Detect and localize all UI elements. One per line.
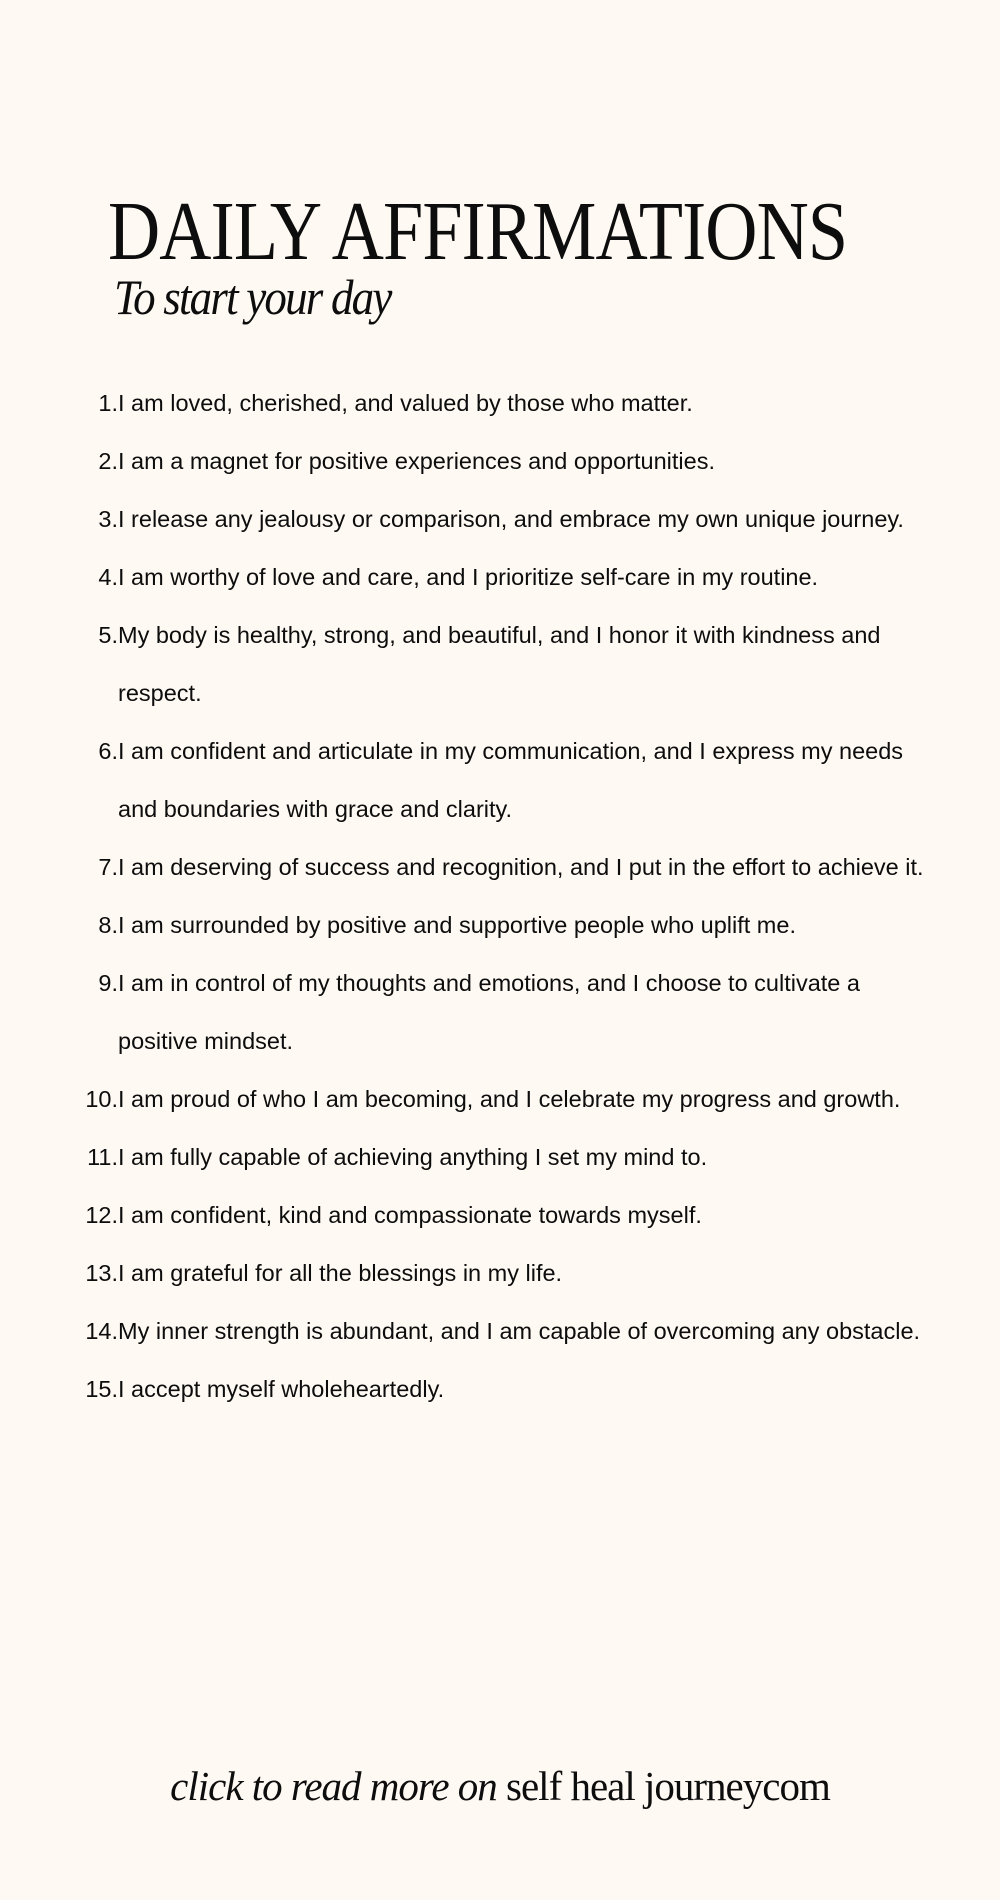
list-item bbox=[0, 838, 1000, 896]
list-item bbox=[0, 1244, 1000, 1302]
affirmations-list bbox=[0, 374, 1000, 1418]
item-text: I am proud of who I am becoming, and I celebrate my progress and growth. bbox=[118, 1086, 901, 1112]
item-number: 8. bbox=[98, 912, 118, 938]
list-item bbox=[0, 1128, 1000, 1186]
item-text: My body is healthy, strong, and beautiful, and I honor it with kindness and respect. bbox=[118, 622, 881, 706]
item-number: 10. bbox=[85, 1086, 118, 1112]
list-item bbox=[0, 954, 1000, 1070]
item-text: My inner strength is abundant, and I am capable of overcoming any obstacle. bbox=[118, 1318, 921, 1344]
item-text: I am fully capable of achieving anything I set my mind to. bbox=[118, 1144, 708, 1170]
item-number: 2. bbox=[98, 448, 118, 474]
item-number: 12. bbox=[85, 1202, 118, 1228]
item-text: I am deserving of success and recognition, and I put in the effort to achieve it. bbox=[118, 854, 924, 880]
item-text: I am worthy of love and care, and I prioritize self-care in my routine. bbox=[118, 564, 819, 590]
list-item bbox=[0, 896, 1000, 954]
list-item bbox=[0, 1070, 1000, 1128]
item-number: 6. bbox=[98, 738, 118, 764]
item-number: 1. bbox=[98, 390, 118, 416]
item-text: I am loved, cherished, and valued by those who matter. bbox=[118, 390, 693, 416]
item-number: 5. bbox=[98, 622, 118, 648]
item-number: 7. bbox=[98, 854, 118, 880]
item-number: 4. bbox=[98, 564, 118, 590]
footer-link[interactable] bbox=[0, 1762, 1000, 1810]
item-number: 13. bbox=[85, 1260, 118, 1286]
item-number: 15. bbox=[85, 1376, 118, 1402]
item-number: 11. bbox=[87, 1144, 118, 1170]
list-item bbox=[0, 1186, 1000, 1244]
item-number: 3. bbox=[98, 506, 118, 532]
list-item bbox=[0, 1360, 1000, 1418]
item-text: I am a magnet for positive experiences and opportunities. bbox=[118, 448, 715, 474]
item-text: I am surrounded by positive and supportive people who uplift me. bbox=[118, 912, 796, 938]
item-text: I release any jealousy or comparison, and embrace my own unique journey. bbox=[118, 506, 904, 532]
footer-site[interactable]: self heal journeycom bbox=[506, 1763, 830, 1809]
list-item bbox=[0, 1302, 1000, 1360]
list-item bbox=[0, 432, 1000, 490]
page-subtitle: To start your day bbox=[114, 269, 391, 325]
list-item bbox=[0, 722, 1000, 838]
item-text: I am confident and articulate in my communication, and I express my needs and boundaries with grace and clarity. bbox=[118, 738, 904, 822]
page-title: DAILY AFFIRMATIONS bbox=[108, 185, 848, 278]
list-item bbox=[0, 490, 1000, 548]
item-text: I am in control of my thoughts and emotions, and I choose to cultivate a positive mindset. bbox=[118, 970, 860, 1054]
item-text: I am confident, kind and compassionate towards myself. bbox=[118, 1202, 702, 1228]
item-number: 9. bbox=[98, 970, 118, 996]
item-text: I accept myself wholeheartedly. bbox=[118, 1376, 445, 1402]
footer-prefix: click to read more on bbox=[170, 1763, 497, 1809]
list-item bbox=[0, 606, 1000, 722]
item-text: I am grateful for all the blessings in my life. bbox=[118, 1260, 563, 1286]
item-number: 14. bbox=[85, 1318, 118, 1344]
list-item bbox=[0, 374, 1000, 432]
list-item bbox=[0, 548, 1000, 606]
